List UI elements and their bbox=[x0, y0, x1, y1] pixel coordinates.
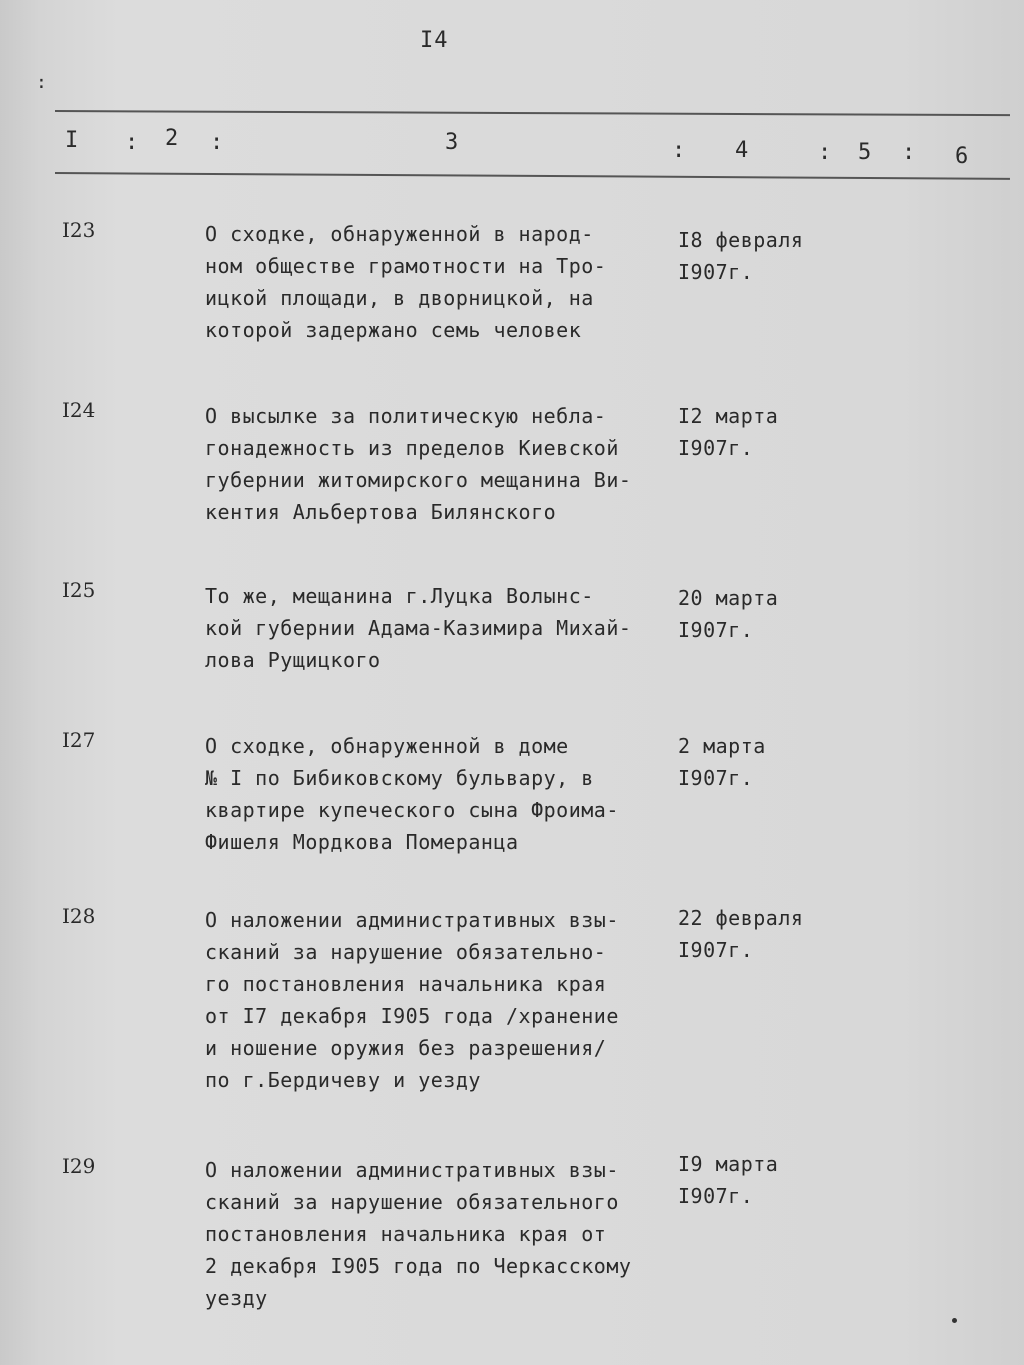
page-number: I4 bbox=[420, 28, 449, 53]
description-line: То же, мещанина г.Луцка Волынс- bbox=[205, 584, 594, 608]
entry-description bbox=[205, 730, 675, 858]
entry-number: I25 bbox=[62, 578, 96, 602]
description-line: ном обществе грамотности на Тро- bbox=[205, 254, 607, 278]
description-line: № I по Бибиковскому бульвару, в bbox=[205, 766, 594, 790]
description-line: О высылке за политическую небла- bbox=[205, 404, 607, 428]
description-line: от I7 декабря I905 года /хранение bbox=[205, 1004, 619, 1028]
entry-date bbox=[678, 582, 838, 646]
entry-number: I28 bbox=[62, 904, 96, 928]
description-line: и ношение оружия без разрешения/ bbox=[205, 1036, 607, 1060]
column-separator: : bbox=[672, 138, 686, 163]
entry-date bbox=[678, 1148, 838, 1212]
description-line: О наложении административных взы- bbox=[205, 1158, 619, 1182]
entry-description bbox=[205, 1154, 675, 1314]
description-line: постановления начальника края от bbox=[205, 1222, 607, 1246]
entry-number: I29 bbox=[62, 1154, 96, 1178]
column-header: I bbox=[65, 128, 79, 153]
entry-date bbox=[678, 224, 838, 288]
description-line: О сходке, обнаруженной в доме bbox=[205, 734, 569, 758]
date-line: I907г. bbox=[678, 766, 754, 790]
date-line: I907г. bbox=[678, 938, 754, 962]
entry-description bbox=[205, 400, 675, 528]
header-rule-top bbox=[55, 110, 1010, 116]
date-line: I907г. bbox=[678, 260, 754, 284]
description-line: лова Рущицкого bbox=[205, 648, 381, 672]
column-separator: : bbox=[125, 130, 139, 155]
description-line: О сходке, обнаруженной в народ- bbox=[205, 222, 594, 246]
entry-number: I24 bbox=[62, 398, 96, 422]
entry-number: I23 bbox=[62, 218, 96, 242]
date-line: I2 марта bbox=[678, 404, 779, 428]
column-header: 4 bbox=[735, 138, 749, 163]
column-separator: : bbox=[818, 140, 832, 165]
entry-date bbox=[678, 730, 838, 794]
date-line: I907г. bbox=[678, 618, 754, 642]
date-line: 2 марта bbox=[678, 734, 766, 758]
column-separator: : bbox=[210, 130, 224, 155]
ink-dot bbox=[952, 1318, 957, 1323]
entry-description bbox=[205, 218, 675, 346]
description-line: го постановления начальника края bbox=[205, 972, 607, 996]
date-line: 20 марта bbox=[678, 586, 779, 610]
column-header: 5 bbox=[858, 140, 872, 165]
description-line: Фишеля Мордкова Померанца bbox=[205, 830, 519, 854]
date-line: I907г. bbox=[678, 436, 754, 460]
description-line: которой задержано семь человек bbox=[205, 318, 582, 342]
column-header: 6 bbox=[955, 144, 969, 169]
description-line: губернии житомирского мещанина Ви- bbox=[205, 468, 632, 492]
entry-date bbox=[678, 902, 838, 966]
date-line: 22 февраля bbox=[678, 906, 804, 930]
description-line: кой губернии Адама-Казимира Михай- bbox=[205, 616, 632, 640]
date-line: I9 марта bbox=[678, 1152, 779, 1176]
entry-description bbox=[205, 904, 675, 1096]
description-line: 2 декабря I905 года по Черкасскому bbox=[205, 1254, 632, 1278]
description-line: сканий за нарушение обязательно- bbox=[205, 940, 607, 964]
header-rule-bottom bbox=[55, 172, 1010, 180]
description-line: О наложении административных взы- bbox=[205, 908, 619, 932]
description-line: по г.Бердичеву и уезду bbox=[205, 1068, 481, 1092]
margin-mark: : bbox=[36, 72, 47, 93]
description-line: ицкой площади, в дворницкой, на bbox=[205, 286, 594, 310]
description-line: гонадежность из пределов Киевской bbox=[205, 436, 619, 460]
description-line: сканий за нарушение обязательного bbox=[205, 1190, 619, 1214]
column-separator: : bbox=[902, 140, 916, 165]
description-line: уезду bbox=[205, 1286, 268, 1310]
entry-description bbox=[205, 580, 675, 676]
column-header: 2 bbox=[165, 126, 179, 151]
date-line: I8 февраля bbox=[678, 228, 804, 252]
date-line: I907г. bbox=[678, 1184, 754, 1208]
description-line: кентия Альбертова Билянского bbox=[205, 500, 557, 524]
entry-date bbox=[678, 400, 838, 464]
description-line: квартире купеческого сына Фроима- bbox=[205, 798, 619, 822]
entry-number: I27 bbox=[62, 728, 96, 752]
column-header: 3 bbox=[445, 130, 459, 155]
